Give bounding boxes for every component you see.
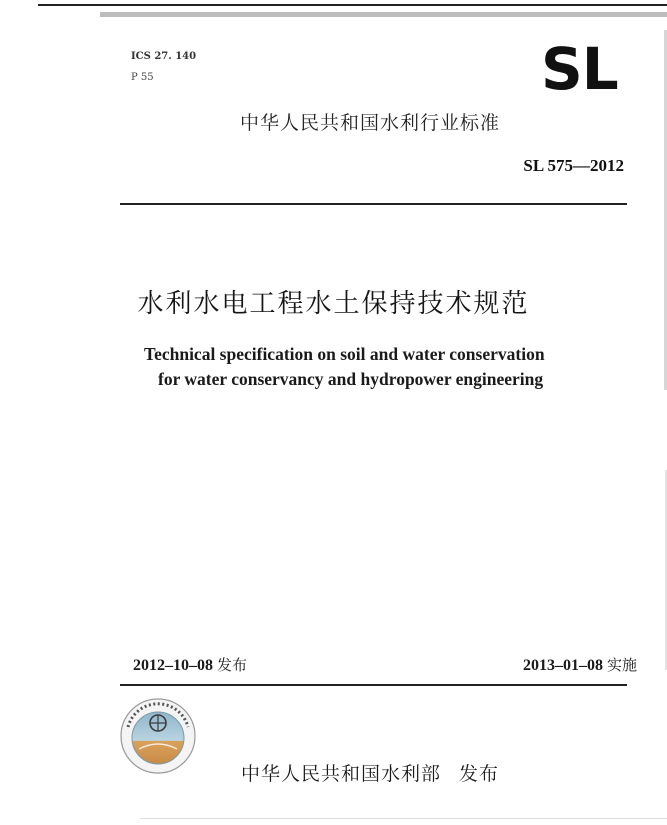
title-english-line1: Technical specification on soil and water conservation [144,344,545,364]
standard-class: 中华人民共和国水利行业标准 [240,112,501,134]
publisher-seal-icon [119,697,197,775]
bottom-divider [120,684,627,686]
ccs-code: P 55 [131,72,154,83]
issue-date [133,654,247,675]
issue-date-label: 发布 [217,656,248,674]
implement-date [523,654,637,675]
title-english-line2: for water conservancy and hydropower engineering [158,369,544,389]
implement-date-value: 2013–01–08 [522,657,603,674]
standard-number: SL 575—2012 [523,156,624,175]
publisher-name: 中华人民共和国水利部 [241,763,442,785]
sl-logo: SL [541,35,618,103]
title-english [144,342,634,392]
scan-bottom-edge [140,818,667,819]
top-divider [120,203,627,205]
publisher-suffix: 发布 [459,763,500,785]
scan-top-shadow [100,12,667,17]
implement-date-label: 实施 [606,656,637,674]
publisher [241,759,499,786]
title-chinese: 水利水电工程水土保持技术规范 [137,289,530,319]
ics-code: ICS 27. 140 [131,51,197,62]
issue-date-value: 2012–10–08 [133,657,213,674]
scan-top-border [38,4,667,6]
